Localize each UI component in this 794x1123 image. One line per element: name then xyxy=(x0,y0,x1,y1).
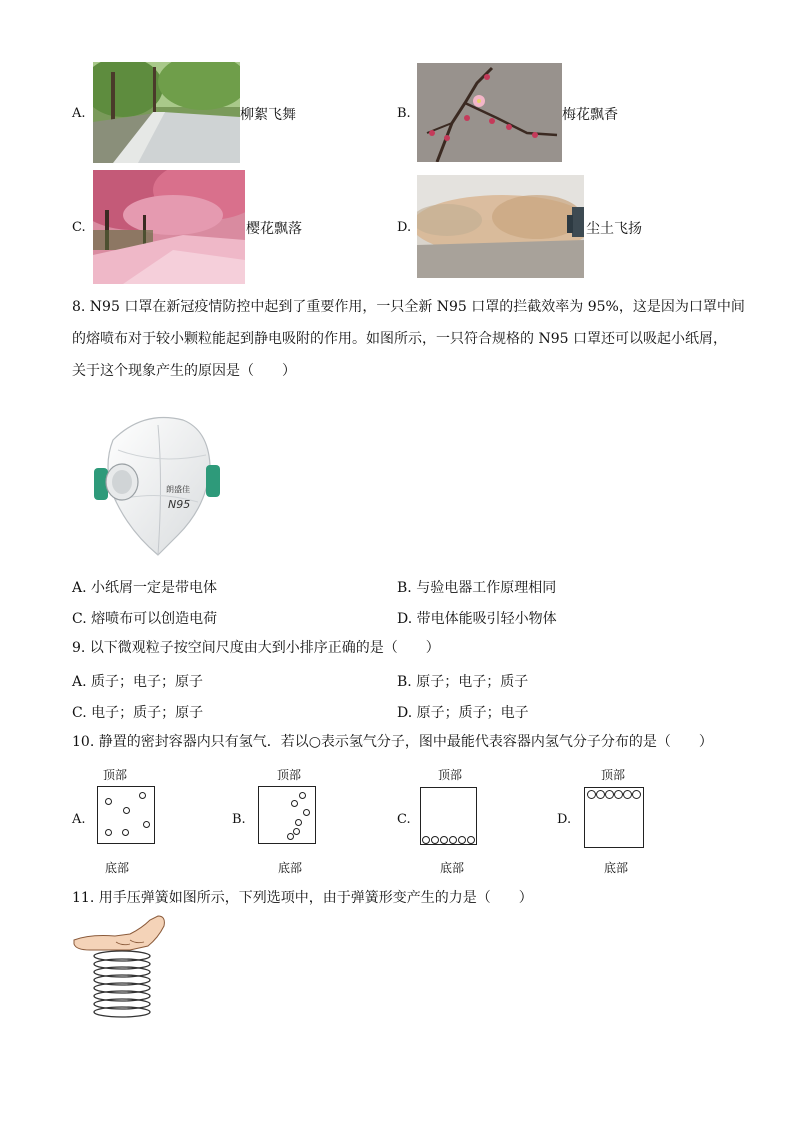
hand-pressing-spring-figure xyxy=(70,912,170,1020)
q8-option-d: D. 带电体能吸引轻小物体 xyxy=(397,611,557,627)
hydrogen-molecule xyxy=(587,790,596,799)
q7-option-d-caption: 尘土飞扬 xyxy=(586,221,642,237)
mask-model-text: N95 xyxy=(168,498,191,511)
mask-brand-text: 朗盛佳 xyxy=(166,485,190,494)
n95-mask-figure xyxy=(88,410,228,558)
q8-option-b: B. 与验电器工作原理相同 xyxy=(397,580,557,596)
hydrogen-molecule xyxy=(295,819,302,826)
hydrogen-molecule xyxy=(105,798,112,805)
q10-b-bottom-label: 底部 xyxy=(278,861,303,875)
hydrogen-molecule xyxy=(632,790,641,799)
hydrogen-molecule xyxy=(623,790,632,799)
q8-stem-line: 的熔喷布对于较小颗粒能起到静电吸附的作用。如图所示，一只符合规格的 N95 口罩还可以吸起小纸屑， xyxy=(72,331,727,347)
q10-c-top-label: 顶部 xyxy=(438,768,463,782)
q9-option-c: C. 电子；质子；原子 xyxy=(72,705,204,721)
q8-stem-line: 关于这个现象产生的原因是（ ） xyxy=(72,363,296,379)
q8-option-c: C. 熔喷布可以创造电荷 xyxy=(72,611,218,627)
q10-c-container xyxy=(420,787,477,845)
q9-option-d: D. 原子；质子；电子 xyxy=(397,705,529,721)
q7-option-b-caption: 梅花飘香 xyxy=(562,107,618,123)
q10-c-bottom-label: 底部 xyxy=(440,861,465,875)
q9-stem: 9. 以下微观粒子按空间尺度由大到小排序正确的是（ ） xyxy=(72,640,440,656)
hydrogen-molecule xyxy=(458,836,466,844)
q10-stem: 10. 静置的密封容器内只有氢气．若以○表示氢气分子，图中最能代表容器内氢气分子分布的是（ ） xyxy=(72,734,713,750)
q10-a-top-label: 顶部 xyxy=(103,768,128,782)
q10-option-b-letter: B. xyxy=(232,812,246,827)
q10-b-container xyxy=(258,786,316,844)
cherry-blossom-photo xyxy=(93,170,245,284)
q10-b-top-label: 顶部 xyxy=(277,768,302,782)
q7-option-a-letter: A. xyxy=(72,106,86,121)
hydrogen-molecule xyxy=(422,836,430,844)
hydrogen-molecule xyxy=(440,836,448,844)
hydrogen-molecule xyxy=(449,836,457,844)
q10-d-bottom-label: 底部 xyxy=(604,861,629,875)
hydrogen-molecule xyxy=(596,790,605,799)
q7-option-a-caption: 柳絮飞舞 xyxy=(240,107,296,123)
hydrogen-molecule xyxy=(299,792,306,799)
q10-option-c-letter: C. xyxy=(397,812,411,827)
hydrogen-molecule xyxy=(431,836,439,844)
hydrogen-molecule xyxy=(287,833,294,840)
hydrogen-molecule xyxy=(122,829,129,836)
q7-option-b-letter: B. xyxy=(397,106,411,121)
hydrogen-molecule xyxy=(614,790,623,799)
q8-stem xyxy=(72,291,745,387)
q8-stem-line: 8. N95 口罩在新冠疫情防控中起到了重要作用，一只全新 N95 口罩的拦截效率为 95%，这是因为口罩中间 xyxy=(72,299,745,315)
q8-option-a: A. 小纸屑一定是带电体 xyxy=(72,580,218,596)
q10-a-container xyxy=(97,786,155,844)
q7-option-c-letter: C. xyxy=(72,220,86,235)
hydrogen-molecule xyxy=(139,792,146,799)
hydrogen-molecule xyxy=(291,800,298,807)
plum-blossom-photo xyxy=(417,63,562,162)
q10-d-container xyxy=(584,787,644,848)
hydrogen-molecule xyxy=(605,790,614,799)
q10-d-top-label: 顶部 xyxy=(601,768,626,782)
hydrogen-molecule xyxy=(143,821,150,828)
hydrogen-molecule xyxy=(123,807,130,814)
hydrogen-molecule xyxy=(467,836,475,844)
q7-option-d-letter: D. xyxy=(397,220,412,235)
q10-option-a-letter: A. xyxy=(72,812,86,827)
dust-road-photo xyxy=(417,175,584,278)
q9-option-a: A. 质子；电子；原子 xyxy=(72,674,204,690)
q9-option-b: B. 原子；电子；质子 xyxy=(397,674,529,690)
willow-catkins-photo xyxy=(93,62,240,163)
hydrogen-molecule xyxy=(293,828,300,835)
q7-option-c-caption: 樱花飘落 xyxy=(246,221,302,237)
q10-a-bottom-label: 底部 xyxy=(105,861,130,875)
hydrogen-molecule xyxy=(105,829,112,836)
q11-stem: 11. 用手压弹簧如图所示，下列选项中，由于弹簧形变产生的力是（ ） xyxy=(72,890,533,906)
hydrogen-molecule xyxy=(303,809,310,816)
q10-option-d-letter: D. xyxy=(557,812,572,827)
